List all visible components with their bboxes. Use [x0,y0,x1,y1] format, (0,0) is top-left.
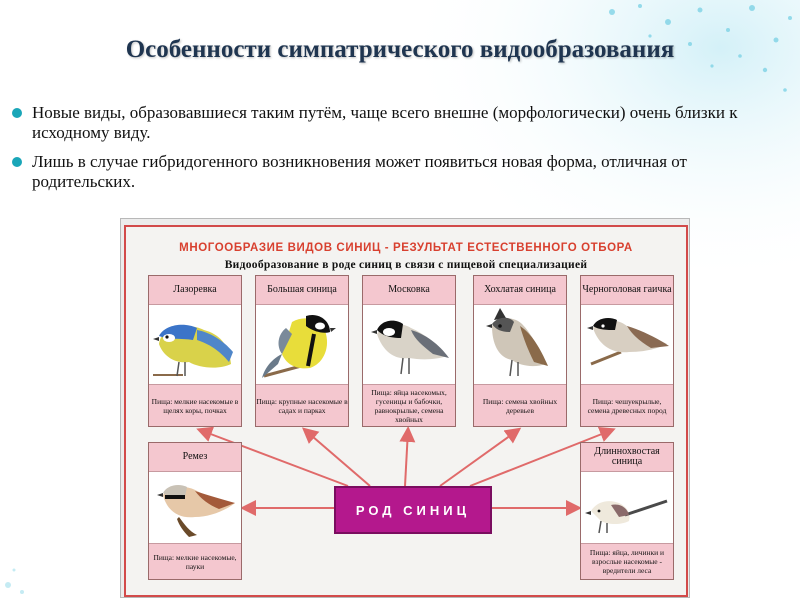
species-name: Московка [363,276,455,305]
species-name: Ремез [149,443,241,472]
crested-tit-icon [474,304,566,384]
bullet-text: Лишь в случае гибридогенного возникновения может появиться новая форма, отличная от родительских. [32,152,687,191]
coal-tit-icon [363,304,455,384]
species-name: Лазоревка [149,276,241,305]
species-name: Длиннохвостая синица [581,443,673,472]
species-name: Хохлатая синица [474,276,566,305]
long-tailed-tit-icon [581,471,673,543]
species-card [255,275,349,427]
blue-tit-icon [149,304,241,384]
species-card [362,275,456,427]
penduline-tit-icon [149,471,241,543]
species-card [148,442,242,580]
poster-title: МНОГООБРАЗИЕ ВИДОВ СИНИЦ - РЕЗУЛЬТАТ ЕСТЕСТВЕННОГО ОТБОРА [179,242,633,254]
great-tit-icon [256,304,348,384]
arrow-to-coal-tit [405,430,408,486]
species-food: Пища: яйца насекомых, гусеницы и бабочки, равнокрылые, семена хвойных [363,384,455,426]
genus-box: РОД СИНИЦ [334,486,492,534]
species-name: Большая синица [256,276,348,305]
species-card [473,275,567,427]
species-food: Пища: мелкие насекомые в щелях коры, почках [149,384,241,426]
species-food: Пища: яйца, личинки и взрослые насекомые - вредители леса [581,543,673,579]
bullet-text: Новые виды, образовавшиеся таким путём, чаще всего внешне (морфологически) очень близки к исходному виду. [32,103,738,142]
species-food: Пища: семена хвойных деревьев [474,384,566,426]
species-food: Пища: мелкие насекомые, пауки [149,543,241,579]
arrow-to-crested-tit [440,430,518,486]
slide-title: Особенности симпатрического видообразования [125,36,675,63]
arrow-to-great-tit [305,430,370,486]
species-food: Пища: чешуекрылые, семена древесных пород [581,384,673,426]
poster-subtitle: Видообразование в роде синиц в связи с пищевой специализацией [224,259,588,271]
species-card [580,442,674,580]
species-food: Пища: крупные насекомые в садах и парках [256,384,348,426]
species-card [580,275,674,427]
species-card [148,275,242,427]
species-name: Черноголовая гаичка [581,276,673,305]
marsh-tit-icon [581,304,673,384]
